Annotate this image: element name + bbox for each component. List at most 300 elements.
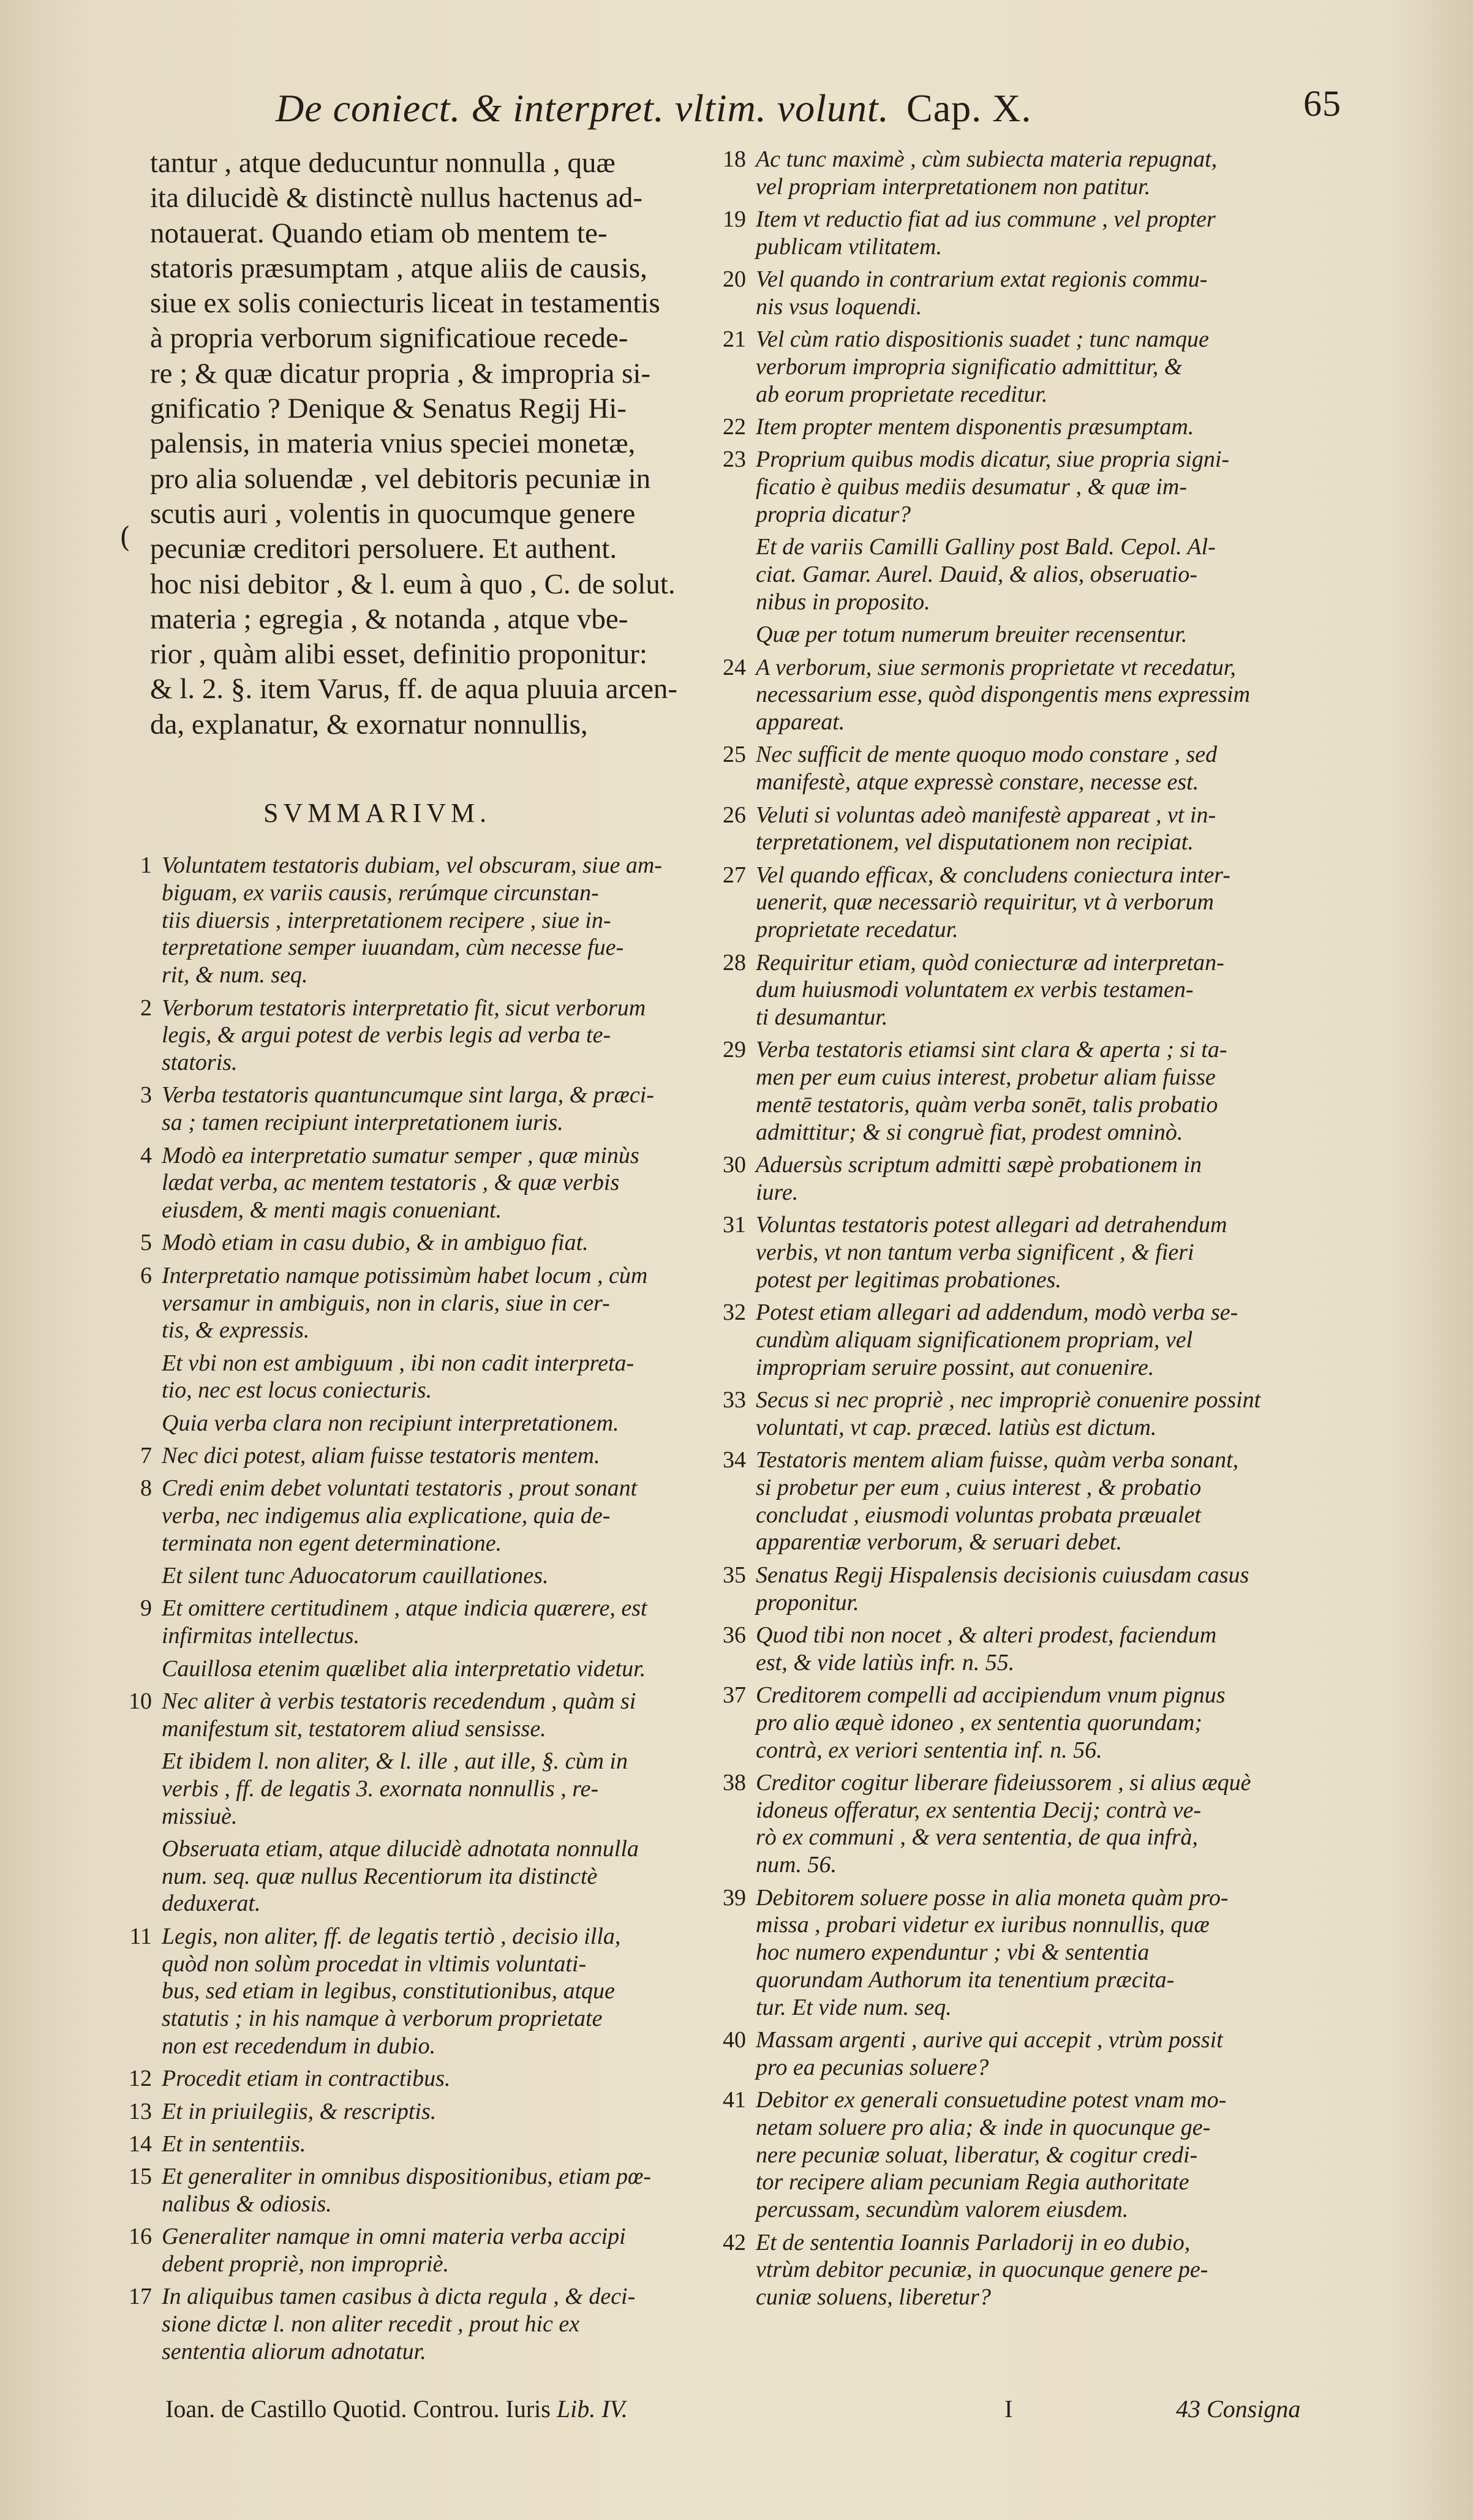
entry-line: verbis , ff. de legatis 3. exornata nonnullis , re- — [162, 1775, 599, 1802]
entry-number: 17 — [129, 2284, 152, 2310]
entry-text — [756, 1884, 1305, 2022]
entry-line: uenerit, quæ necessariò requiritur, vt à verborum — [756, 889, 1214, 916]
right-column — [717, 146, 1305, 2316]
entry-text — [162, 2098, 735, 2126]
summary-entry — [122, 2283, 735, 2365]
entry-line: nere pecuniæ soluat, liberatur, & cogitur credi- — [756, 2142, 1198, 2168]
entry-line: Et ibidem l. non aliter, & l. ille , aut ille, §. cùm in — [162, 1748, 628, 1774]
entry-number: 8 — [140, 1475, 152, 1502]
entry-line: Creditorem compelli ad accipiendum vnum pignus — [756, 1682, 1226, 1708]
entry-line: statoris. — [162, 1050, 238, 1076]
intro-line: pro alia soluendæ , vel debitoris pecuniæ in — [150, 462, 651, 495]
entry-text — [756, 533, 1305, 615]
entry-text — [756, 802, 1305, 857]
entry-line: necessarium esse, quòd dispongentis mens expressim — [756, 682, 1251, 708]
entry-line: potest per legitimas probationes. — [756, 1266, 1061, 1293]
entry-text — [162, 1475, 735, 1557]
summary-entry — [717, 1211, 1305, 1293]
entry-text — [162, 1595, 735, 1650]
running-title: De coniect. & interpret. vltim. volunt. — [276, 86, 889, 130]
entry-line: tio, nec est locus coniecturis. — [162, 1377, 432, 1404]
entry-line: A verborum, siue sermonis proprietate vt recedatur, — [756, 654, 1236, 680]
summary-entry — [717, 413, 1305, 441]
entry-line: Aduersùs scriptum admitti sæpè probationem in — [756, 1152, 1202, 1178]
summary-entry — [717, 2026, 1305, 2082]
intro-line: palensis, in materia vnius speciei monetæ, — [150, 427, 636, 460]
entry-line: dum huiusmodi voluntatem ex verbis testamen- — [756, 977, 1194, 1003]
entry-line: vtrùm debitor pecuniæ, in quocunque genere pe- — [756, 2257, 1208, 2283]
entry-text — [756, 1386, 1305, 1442]
entry-number: 40 — [723, 2027, 746, 2053]
summary-entry — [717, 1769, 1305, 1879]
summary-entry — [717, 1622, 1305, 1677]
entry-number: 32 — [723, 1299, 746, 1326]
entry-text — [162, 1688, 735, 1743]
entry-text — [162, 2283, 735, 2365]
entry-line: terpretatione semper iuuandam, cùm necesse fue- — [162, 935, 624, 961]
summary-entry — [717, 1562, 1305, 1617]
entry-line: Et omittere certitudinem , atque indicia quærere, est — [162, 1595, 647, 1622]
entry-line: Nec aliter à verbis testatoris recedendum , quàm si — [162, 1688, 636, 1714]
summary-entry — [717, 949, 1305, 1031]
entry-line: sententia aliorum adnotatur. — [162, 2338, 426, 2364]
summary-entry — [717, 266, 1305, 321]
entry-line: publicam vtilitatem. — [756, 233, 942, 260]
entry-number: 19 — [723, 206, 746, 233]
intro-line: da, explanatur, & exornatur nonnullis, — [150, 708, 588, 740]
entry-number: 11 — [129, 1923, 152, 1949]
entry-text — [756, 949, 1305, 1031]
intro-line: tantur , atque deducuntur nonnulla , quæ — [150, 147, 616, 179]
entry-number: 33 — [723, 1386, 746, 1413]
summary-entry — [717, 1151, 1305, 1206]
entry-text — [756, 446, 1305, 528]
summary-entry — [122, 852, 735, 989]
page-number: 65 — [1303, 83, 1341, 124]
entry-text — [162, 1562, 735, 1590]
entry-number: 38 — [723, 1769, 746, 1796]
entry-line: statutis ; in his namque à verborum proprietate — [162, 2006, 603, 2032]
entry-text — [162, 1442, 735, 1470]
entry-line: manifestum sit, testatorem aliud sensisse. — [162, 1715, 546, 1742]
entry-number: 29 — [723, 1037, 746, 1063]
entry-line: Et silent tunc Aduocatorum cauillationes. — [162, 1563, 549, 1589]
summary-list-left — [122, 852, 735, 2366]
entry-number: 30 — [723, 1152, 746, 1178]
entry-line: tiis diuersis , interpretationem recipere , siue in- — [162, 907, 611, 933]
entry-line: pro ea pecunias soluere? — [756, 2054, 989, 2080]
entry-number: 24 — [723, 654, 746, 680]
summary-entry — [717, 446, 1305, 528]
entry-number: 23 — [723, 446, 746, 473]
entry-text — [756, 1769, 1305, 1879]
entry-number: 31 — [723, 1212, 746, 1238]
summary-entry — [717, 533, 1305, 615]
entry-line: Senatus Regij Hispalensis decisionis cuiusdam casus — [756, 1562, 1249, 1588]
entry-line: Voluntatem testatoris dubiam, vel obscuram, siue am- — [162, 852, 662, 879]
intro-line: & l. 2. §. item Varus, ff. de aqua pluuia arcen- — [150, 673, 677, 705]
entry-number: 20 — [723, 266, 746, 293]
entry-line: Potest etiam allegari ad addendum, modò verba se- — [756, 1299, 1238, 1326]
entry-line: Generaliter namque in omni materia verba accipi — [162, 2224, 626, 2250]
entry-text — [756, 206, 1305, 261]
entry-number: 18 — [723, 146, 746, 172]
summary-entry — [122, 1350, 735, 1405]
entry-line: Et generaliter in omnibus dispositionibus, etiam pœ- — [162, 2164, 652, 2190]
entry-line: Item vt reductio fiat ad ius commune , vel propter — [756, 206, 1216, 233]
summary-entry — [122, 1081, 735, 1137]
summary-entry — [717, 2086, 1305, 2224]
entry-line: netam soluere pro alia; & inde in quocunque ge- — [756, 2114, 1211, 2140]
summary-entry — [122, 1262, 735, 1344]
entry-line: Voluntas testatoris potest allegari ad detrahendum — [756, 1212, 1227, 1238]
summary-entry — [717, 206, 1305, 261]
entry-line: ciat. Gamar. Aurel. Dauid, & alios, obseruatio- — [756, 562, 1197, 588]
summary-entry — [122, 2223, 735, 2278]
entry-line: tur. Et vide num. seq. — [756, 1994, 952, 2020]
entry-line: deduxerat. — [162, 1890, 261, 1917]
entry-number: 36 — [723, 1622, 746, 1648]
entry-number: 15 — [129, 2164, 152, 2190]
entry-line: Quæ per totum numerum breuiter recensentur. — [756, 622, 1188, 648]
entry-line: propria dicatur? — [756, 502, 911, 528]
entry-line: Quod tibi non nocet , & alteri prodest, faciendum — [756, 1622, 1217, 1648]
entry-text — [162, 995, 735, 1077]
entry-line: si probetur per eum , cuius interest , & probatio — [756, 1474, 1202, 1500]
entry-number: 2 — [140, 995, 152, 1021]
entry-text — [162, 1748, 735, 1830]
entry-line: cundùm aliquam significationem propriam, vel — [756, 1326, 1193, 1353]
entry-number: 39 — [723, 1884, 746, 1911]
entry-line: vel propriam interpretationem non patitur. — [756, 173, 1151, 200]
entry-line: proprietate recedatur. — [756, 917, 959, 943]
entry-line: Verborum testatoris interpretatio fit, sicut verborum — [162, 995, 646, 1021]
entry-number: 7 — [140, 1442, 152, 1469]
summary-entry — [717, 1299, 1305, 1381]
intro-line: à propria verborum significatioue recede- — [150, 322, 628, 355]
entry-number: 12 — [129, 2066, 152, 2092]
entry-line: manifestè, atque expressè constare, necesse est. — [756, 769, 1199, 795]
entry-number: 42 — [723, 2229, 746, 2255]
entry-line: Obseruata etiam, atque dilucidè adnotata nonnulla — [162, 1835, 639, 1862]
summary-entry — [717, 1682, 1305, 1764]
entry-line: nis vsus loquendi. — [756, 293, 922, 320]
summary-list-right — [717, 146, 1305, 2311]
entry-text — [756, 862, 1305, 944]
intro-line: rior , quàm alibi esset, definitio proponitur: — [150, 638, 647, 671]
entry-number: 13 — [129, 2098, 152, 2124]
entry-line: verba, nec indigemus alia explicatione, quia de- — [162, 1503, 611, 1529]
entry-text — [756, 266, 1305, 321]
entry-line: contrà, ex veriori sententia inf. n. 56. — [756, 1737, 1102, 1763]
entry-line: Modò ea interpretatio sumatur semper , quæ minùs — [162, 1142, 639, 1168]
entry-line: bus, sed etiam in legibus, constitutionibus, atque — [162, 1978, 615, 2004]
entry-line: Nec sufficit de mente quoquo modo constare , sed — [756, 742, 1218, 768]
summary-entry — [122, 1923, 735, 2060]
entry-text — [756, 1446, 1305, 1556]
entry-text — [756, 2026, 1305, 2082]
entry-line: Veluti si voluntas adeò manifestè appareat , vt in- — [756, 802, 1216, 828]
entry-line: men per eum cuius interest, probetur aliam fuisse — [756, 1064, 1216, 1091]
entry-line: Testatoris mentem aliam fuisse, quàm verba sonant, — [756, 1447, 1239, 1473]
entry-line: missiuè. — [162, 1803, 238, 1829]
entry-number: 9 — [140, 1595, 152, 1622]
entry-number: 37 — [723, 1682, 746, 1708]
summary-entry — [717, 621, 1305, 649]
entry-line: ab eorum proprietate receditur. — [756, 381, 1048, 407]
entry-line: Et vbi non est ambiguum , ibi non cadit interpreta- — [162, 1350, 635, 1376]
summary-entry — [122, 1142, 735, 1224]
entry-line: iure. — [756, 1179, 799, 1205]
intro-line: ita dilucidè & distinctè nullus hactenus ad- — [150, 182, 643, 214]
entry-line: hoc numero expenduntur ; vbi & sententia — [756, 1939, 1150, 1966]
entry-text — [756, 2229, 1305, 2311]
entry-line: ti desumantur. — [756, 1004, 888, 1031]
entry-text — [162, 1923, 735, 2060]
entry-text — [756, 1151, 1305, 1206]
entry-line: non est recedendum in dubio. — [162, 2033, 436, 2059]
entry-text — [162, 1350, 735, 1405]
entry-line: Vel cùm ratio dispositionis suadet ; tunc namque — [756, 326, 1209, 353]
entry-text — [756, 654, 1305, 736]
entry-line: appareat. — [756, 709, 845, 735]
entry-line: eiusdem, & menti magis conueniant. — [162, 1197, 502, 1224]
summary-entry — [717, 741, 1305, 796]
summary-entry — [122, 1688, 735, 1743]
entry-line: Requiritur etiam, quòd coniecturæ ad interpretan- — [756, 949, 1224, 976]
intro-line: gnificatio ? Denique & Senatus Regij Hi- — [150, 393, 627, 425]
summary-entry — [122, 2065, 735, 2093]
entry-line: nibus in proposito. — [756, 589, 930, 615]
entry-line: verborum impropria significatio admittitur, & — [756, 354, 1183, 380]
entry-text — [162, 1410, 735, 1437]
entry-line: Secus si nec propriè , nec impropriè conuenire possint — [756, 1386, 1261, 1413]
entry-line: Proprium quibus modis dicatur, siue propria signi- — [756, 446, 1230, 473]
summary-entry — [717, 1446, 1305, 1556]
entry-number: 41 — [723, 2087, 746, 2113]
entry-line: Verba testatoris quantuncumque sint larga, & præci- — [162, 1082, 654, 1108]
entry-text — [162, 1229, 735, 1257]
entry-text — [162, 2131, 735, 2158]
chapter-label: Cap. X. — [906, 86, 1032, 130]
entry-line: proponitur. — [756, 1589, 859, 1615]
intro-line: materia ; egregia , & notanda , atque vbe- — [150, 603, 628, 635]
entry-number: 25 — [723, 742, 746, 768]
entry-number: 1 — [140, 852, 152, 879]
entry-text — [162, 1142, 735, 1224]
entry-line: num. 56. — [756, 1852, 837, 1878]
summary-entry — [122, 1835, 735, 1917]
entry-line: num. seq. quæ nullus Recentiorum ita distinctè — [162, 1863, 598, 1889]
entry-text — [162, 852, 735, 989]
entry-line: sa ; tamen recipiunt interpretationem iuris. — [162, 1110, 563, 1136]
entry-text — [162, 1835, 735, 1917]
entry-line: Quia verba clara non recipiunt interpretationem. — [162, 1410, 619, 1436]
entry-line: Vel quando in contrarium extat regionis commu- — [756, 266, 1208, 293]
entry-number: 21 — [723, 326, 746, 353]
entry-text — [162, 1081, 735, 1137]
entry-line: impropriam seruire possint, aut conuenire. — [756, 1354, 1155, 1380]
entry-number: 4 — [140, 1142, 152, 1168]
entry-line: percussam, secundùm valorem eiusdem. — [756, 2197, 1129, 2223]
margin-mark: ( — [119, 521, 130, 554]
entry-text — [756, 1562, 1305, 1617]
entry-line: Procedit etiam in contractibus. — [162, 2066, 451, 2092]
entry-number: 16 — [129, 2224, 152, 2250]
summary-entry — [717, 326, 1305, 408]
summary-entry — [122, 1562, 735, 1590]
entry-line: terpretationem, vel disputationem non recipiat. — [756, 829, 1194, 856]
entry-line: Massam argenti , aurive qui accepit , vtrùm possit — [756, 2027, 1223, 2053]
entry-text — [162, 1655, 735, 1683]
entry-line: sione dictæ l. non aliter recedit , prout hic ex — [162, 2311, 580, 2338]
summary-entry — [717, 146, 1305, 201]
summary-entry — [122, 2131, 735, 2158]
entry-line: Creditor cogitur liberare fideiussorem , si alius æquè — [756, 1769, 1251, 1796]
summary-entry — [122, 995, 735, 1077]
intro-paragraph — [150, 146, 735, 742]
entry-line: Vel quando efficax, & concludens coniectura inter- — [756, 862, 1230, 888]
entry-line: idoneus offeratur, ex sententia Decij; contrà ve- — [756, 1797, 1202, 1823]
summary-entry — [122, 1595, 735, 1650]
entry-line: biguam, ex variis causis, rerúmque circunstan- — [162, 879, 599, 906]
catchword: 43 Consigna — [1176, 2395, 1301, 2423]
intro-line: hoc nisi debitor , & l. eum à quo , C. de solut. — [150, 568, 676, 600]
entry-line: rit, & num. seq. — [162, 962, 308, 988]
entry-text — [756, 2086, 1305, 2224]
entry-number: 6 — [140, 1262, 152, 1288]
entry-text — [756, 1211, 1305, 1293]
entry-line: Et in priuilegiis, & rescriptis. — [162, 2098, 437, 2124]
footer-book: Lib. IV. — [556, 2395, 628, 2423]
entry-line: est, & vide latiùs infr. n. 55. — [756, 1649, 1015, 1676]
running-header — [276, 77, 1341, 144]
entry-number: 28 — [723, 949, 746, 976]
entry-line: Nec dici potest, aliam fuisse testatoris mentem. — [162, 1442, 600, 1469]
entry-line: ficatio è quibus mediis desumatur , & quæ im- — [756, 474, 1188, 500]
entry-text — [756, 741, 1305, 796]
entry-line: rò ex communi , & vera sententia, de qua infrà, — [756, 1824, 1198, 1851]
entry-line: terminata non egent determinatione. — [162, 1530, 502, 1556]
summary-entry — [122, 1442, 735, 1470]
summarium-heading: SVMMARIVM. — [263, 798, 492, 829]
entry-line: legis, & argui potest de verbis legis ad verba te- — [162, 1022, 611, 1048]
entry-line: debent propriè, non impropriè. — [162, 2251, 449, 2277]
intro-line: statoris præsumptam , atque aliis de causis, — [150, 252, 647, 284]
summary-entry — [122, 1748, 735, 1830]
entry-text — [756, 413, 1305, 441]
entry-line: Modò etiam in casu dubio, & in ambiguo fiat. — [162, 1230, 589, 1256]
entry-text — [756, 1036, 1305, 1146]
entry-line: Interpretatio namque potissimùm habet locum , cùm — [162, 1262, 648, 1288]
entry-line: pro alio æquè idoneo , ex sententia quorundam; — [756, 1709, 1202, 1736]
summary-entry — [717, 802, 1305, 857]
summary-entry — [717, 1036, 1305, 1146]
entry-line: admittitur; & si congruè fiat, prodest omninò. — [756, 1119, 1183, 1145]
entry-text — [756, 1682, 1305, 1764]
entry-line: Et de sententia Ioannis Parladorij in eo dubio, — [756, 2229, 1191, 2255]
entry-number: 22 — [723, 414, 746, 440]
entry-line: mentē testatoris, quàm verba sonēt, talis probatio — [756, 1092, 1218, 1118]
entry-line: lædat verba, ac mentem testatoris , & quæ verbis — [162, 1170, 620, 1196]
entry-line: tis, & expressis. — [162, 1317, 310, 1344]
entry-line: quòd non solùm procedat in vltimis voluntati- — [162, 1950, 587, 1977]
intro-line: re ; & quæ dicatur propria , & impropria si- — [150, 357, 651, 389]
entry-text — [756, 621, 1305, 649]
signature-mark: I — [1004, 2395, 1013, 2423]
summary-entry — [717, 1386, 1305, 1442]
summary-entry — [122, 1410, 735, 1437]
intro-line: siue ex solis coniecturis liceat in testamentis — [150, 287, 660, 320]
entry-number: 26 — [723, 802, 746, 828]
entry-line: apparentiæ verborum, & seruari debet. — [756, 1529, 1123, 1555]
left-column — [122, 146, 735, 2371]
entry-line: Debitor ex generali consuetudine potest vnam mo- — [756, 2087, 1227, 2113]
entry-line: nalibus & odiosis. — [162, 2191, 332, 2217]
entry-number: 10 — [129, 1688, 152, 1714]
entry-line: verbis, vt non tantum verba significent , & fieri — [756, 1239, 1194, 1265]
entry-line: missa , probari videtur ex iuribus nonnullis, quæ — [756, 1912, 1210, 1938]
entry-line: Credi enim debet voluntati testatoris , prout sonant — [162, 1475, 638, 1502]
entry-line: tor recipere aliam pecuniam Regia authoritate — [756, 2169, 1189, 2195]
summary-entry — [122, 1229, 735, 1257]
intro-line: notauerat. Quando etiam ob mentem te- — [150, 217, 608, 249]
summary-entry — [717, 2229, 1305, 2311]
entry-line: versamur in ambiguis, non in claris, siue in cer- — [162, 1290, 610, 1316]
entry-line: In aliquibus tamen casibus à dicta regula , & deci- — [162, 2284, 636, 2310]
entry-line: Et in sententiis. — [162, 2131, 306, 2157]
entry-line: quorundam Authorum ita tenentium præcita- — [756, 1966, 1175, 1993]
entry-line: Debitorem soluere posse in alia moneta quàm pro- — [756, 1884, 1229, 1911]
summary-entry — [717, 1884, 1305, 2022]
entry-text — [756, 1622, 1305, 1677]
page-footer — [165, 2394, 1329, 2437]
entry-line: Item propter mentem disponentis præsumptam. — [756, 414, 1194, 440]
entry-number: 35 — [723, 1562, 746, 1588]
intro-line: pecuniæ creditori persoluere. Et authent. — [150, 533, 617, 565]
entry-line: voluntati, vt cap. præced. latiùs est dictum. — [756, 1414, 1157, 1440]
entry-number: 34 — [723, 1447, 746, 1473]
entry-line: Cauillosa etenim quælibet alia interpretatio videtur. — [162, 1655, 646, 1682]
entry-text — [756, 1299, 1305, 1381]
entry-text — [756, 326, 1305, 408]
summary-entry — [122, 1475, 735, 1557]
summary-entry — [122, 2098, 735, 2126]
summary-entry — [122, 1655, 735, 1683]
entry-line: infirmitas intellectus. — [162, 1623, 360, 1649]
entry-line: Ac tunc maximè , cùm subiecta materia repugnat, — [756, 146, 1218, 172]
entry-text — [162, 2065, 735, 2093]
entry-text — [162, 2163, 735, 2218]
entry-number: 27 — [723, 862, 746, 888]
entry-text — [162, 2223, 735, 2278]
footer-author-text: Ioan. de Castillo Quotid. Controu. Iuris — [165, 2395, 551, 2423]
entry-line: concludat , eiusmodi voluntas probata præualet — [756, 1502, 1201, 1528]
entry-line: Et de variis Camilli Galliny post Bald. Cepol. Al- — [756, 534, 1216, 560]
summary-entry — [122, 2163, 735, 2218]
entry-text — [162, 1262, 735, 1344]
entry-text — [756, 146, 1305, 201]
summary-entry — [717, 654, 1305, 736]
entry-number: 5 — [140, 1230, 152, 1256]
entry-line: Verba testatoris etiamsi sint clara & aperta ; si ta- — [756, 1037, 1227, 1063]
intro-line: scutis auri , volentis in quocumque genere — [150, 497, 636, 530]
entry-line: Legis, non aliter, ff. de legatis tertiò , decisio illa, — [162, 1923, 621, 1949]
summary-entry — [717, 862, 1305, 944]
entry-line: cuniæ soluens, liberetur? — [756, 2284, 991, 2311]
entry-number: 3 — [140, 1082, 152, 1108]
footer-author — [165, 2394, 628, 2423]
